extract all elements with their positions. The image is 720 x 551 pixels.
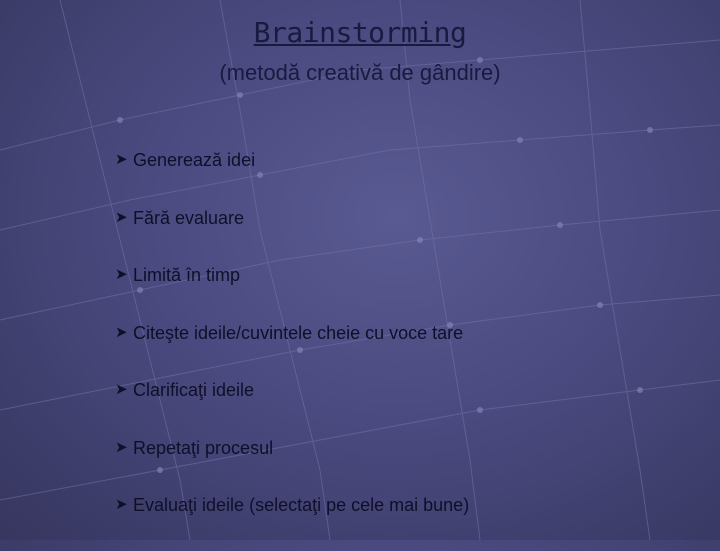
arrow-bullet-icon: ➤ (115, 323, 128, 341)
list-item-text: Generează idei (133, 150, 256, 170)
list-item-text: Limită în timp (133, 265, 241, 285)
list-item (115, 206, 469, 264)
slide-title: Brainstorming (253, 16, 467, 49)
list-item-text: Evaluaţi ideile (selectaţi pe cele mai bune) (133, 495, 470, 515)
list-item (115, 321, 469, 379)
list-item (115, 378, 469, 436)
arrow-bullet-icon: ➤ (115, 438, 128, 456)
arrow-bullet-icon: ➤ (115, 266, 128, 283)
slide-subtitle: (metodă creativă de gândire) (219, 60, 501, 85)
arrow-bullet-icon: ➤ (115, 496, 128, 513)
arrow-bullet-icon: ➤ (115, 208, 128, 226)
list-item (115, 263, 469, 321)
list-item-text: Fără evaluare (133, 207, 245, 228)
list-item-text: Citeşte ideile/cuvintele cheie cu voce tare (133, 322, 464, 343)
list-item (115, 436, 469, 494)
arrow-bullet-icon: ➤ (115, 151, 128, 168)
bullet-list (115, 148, 469, 551)
arrow-bullet-icon: ➤ (115, 381, 128, 398)
list-item-text: Clarificaţi ideile (133, 380, 255, 400)
list-item (115, 493, 469, 551)
list-item-text: Repetaţi procesul (133, 437, 274, 458)
list-item (115, 148, 469, 206)
